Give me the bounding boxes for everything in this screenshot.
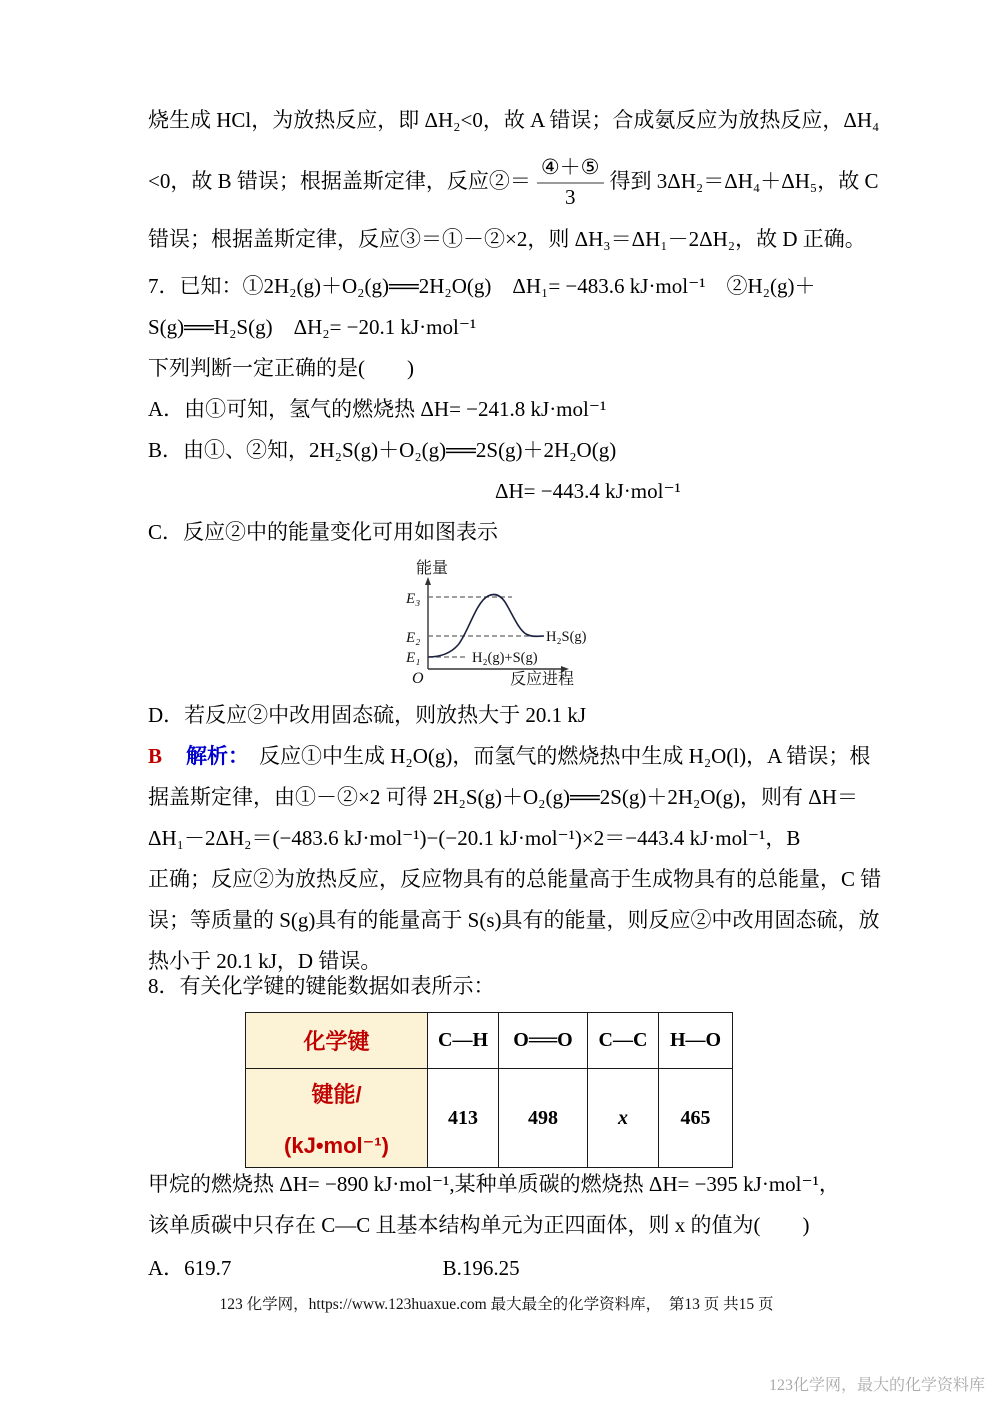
table-header-cc: C—C [588,1013,659,1069]
diagram-x-axis-label: 反应进程 [510,671,575,688]
answer-7-line5: 误；等质量的 S(g)具有的能量高于 S(s)具有的能量，则反应②中改用固态硫，放 [148,908,880,932]
answer-7-block [148,736,882,982]
question-8-heading-block [148,966,858,1007]
analysis-label: 解析： [186,744,250,768]
fraction-denominator: 3 [537,182,604,210]
answer-letter: B [148,744,163,768]
bond-energy-label-line2: (kJ•mol⁻¹) [284,1132,389,1158]
fraction-before-text: <0，故 B 错误；根据盖斯定律，反应②＝ [148,169,531,193]
level-e2-label: E₂ [406,630,421,646]
watermark: 123化学网，最大的化学资料库 [768,1377,985,1394]
bond-energy-label-line1: 键能/ [311,1081,362,1107]
question-8-heading: 8．有关化学键的键能数据如表所示： [148,974,495,998]
page-footer: 123 化学网，https://www.123huaxue.com 最大最全的化学资料库， 第13 页 共15 页 [219,1296,774,1313]
analysis-q6-block [148,100,880,260]
question-7-option-d-block [148,695,858,736]
question-8-line2: 该单质碳中只存在 C—C 且基本结构单元为正四面体，则 x 的值为( ) [148,1213,810,1237]
origin-label: O [412,670,424,687]
table-row [246,1069,733,1168]
question-7-option-d: D．若反应②中改用固态硫，则放热大于 20.1 kJ [148,703,587,727]
table-header-oo: O══O [499,1013,588,1069]
level-e1-label: E₁ [406,650,421,666]
question-7-option-c: C．反应②中的能量变化可用如图表示 [148,520,499,544]
diagram-y-axis-label: 能量 [416,560,449,577]
bond-energy-table [245,1012,733,1168]
table-header-ch: C—H [428,1013,499,1069]
analysis-line-fraction [148,141,879,219]
fraction-after-text: 得到 3ΔH₂＝ΔH₄＋ΔH₅，故 C [609,169,879,193]
fraction [537,151,604,210]
answer-7-line3: ΔH₁－2ΔH₂＝(−483.6 kJ·mol⁻¹)−(−20.1 kJ·mol⁻¹)×2＝−443.4 kJ·mol⁻¹，B [148,826,801,850]
table-header-ho: H—O [659,1013,733,1069]
y-axis-arrow-icon [425,577,431,585]
question-8-options-block [148,1248,858,1289]
question-7-given-line1: 7．已知：①2H₂(g)＋O₂(g)══2H₂O(g) ΔH₁= −483.6 kJ·mol⁻¹ ②H₂(g)＋ [148,274,816,298]
question-7-option-b: B．由①、②知，2H₂S(g)＋O₂(g)══2S(g)＋2H₂O(g) [148,438,617,462]
answer-7-text: 反应①中生成 H₂O(g)，而氢气的燃烧热中生成 H₂O(l)，A 错误；根 [259,744,871,768]
question-8-line1: 甲烷的燃烧热 ΔH= −890 kJ·mol⁻¹,某种单质碳的燃烧热 ΔH= −395 kJ·mol⁻¹， [148,1172,840,1196]
reaction-energy-curve [428,595,544,657]
question-7-option-a: A．由①可知，氢气的燃烧热 ΔH= −241.8 kJ·mol⁻¹ [148,397,607,421]
question-8-options-row [148,1248,858,1289]
answer-7-line4: 正确；反应②为放热反应，反应物具有的总能量高于生成物具有的总能量，C 错 [148,867,882,891]
product-label: H₂S(g) [546,629,587,645]
table-value-ch: 413 [428,1069,499,1168]
table-value-cc: x [588,1069,659,1168]
analysis-line: 错误；根据盖斯定律，反应③＝①－②×2，则 ΔH₃＝ΔH₁－2ΔH₂，故 D 正确。 [148,227,866,251]
table-value-ho: 465 [659,1069,733,1168]
table-label-bond-energy [246,1069,428,1168]
answer-7-line6: 热小于 20.1 kJ，D 错误。 [148,949,382,973]
level-e3-label: E₃ [406,591,421,607]
question-7-stem: 下列判断一定正确的是( ) [148,356,414,380]
question-8-option-b: B.196.25 [442,1256,520,1280]
question-7-option-b-dh: ΔH= −443.4 kJ·mol⁻¹ [495,479,681,503]
question-7-block [148,266,858,553]
answer-7-line1 [148,736,871,777]
fraction-numerator: ④＋⑤ [540,154,600,179]
table-value-oo: 498 [499,1069,588,1168]
question-7-given-line2: S(g)══H₂S(g) ΔH₂= −20.1 kJ·mol⁻¹ [148,315,477,339]
question-8-option-a: A．619.7 [148,1256,232,1280]
question-8-text-block [148,1164,858,1246]
analysis-line: 烧生成 HCl，为放热反应，即 ΔH₂<0，故 A 错误；合成氨反应为放热反应，ΔH₄ [148,108,880,132]
energy-diagram [404,556,599,690]
table-row [246,1013,733,1069]
reactant-label: H₂(g)+S(g) [472,650,538,666]
table-header-bond: 化学键 [246,1013,428,1069]
answer-7-line2: 据盖斯定律，由①－②×2 可得 2H₂S(g)＋O₂(g)══2S(g)＋2H₂O(g)，则有 ΔH＝ [148,785,858,809]
